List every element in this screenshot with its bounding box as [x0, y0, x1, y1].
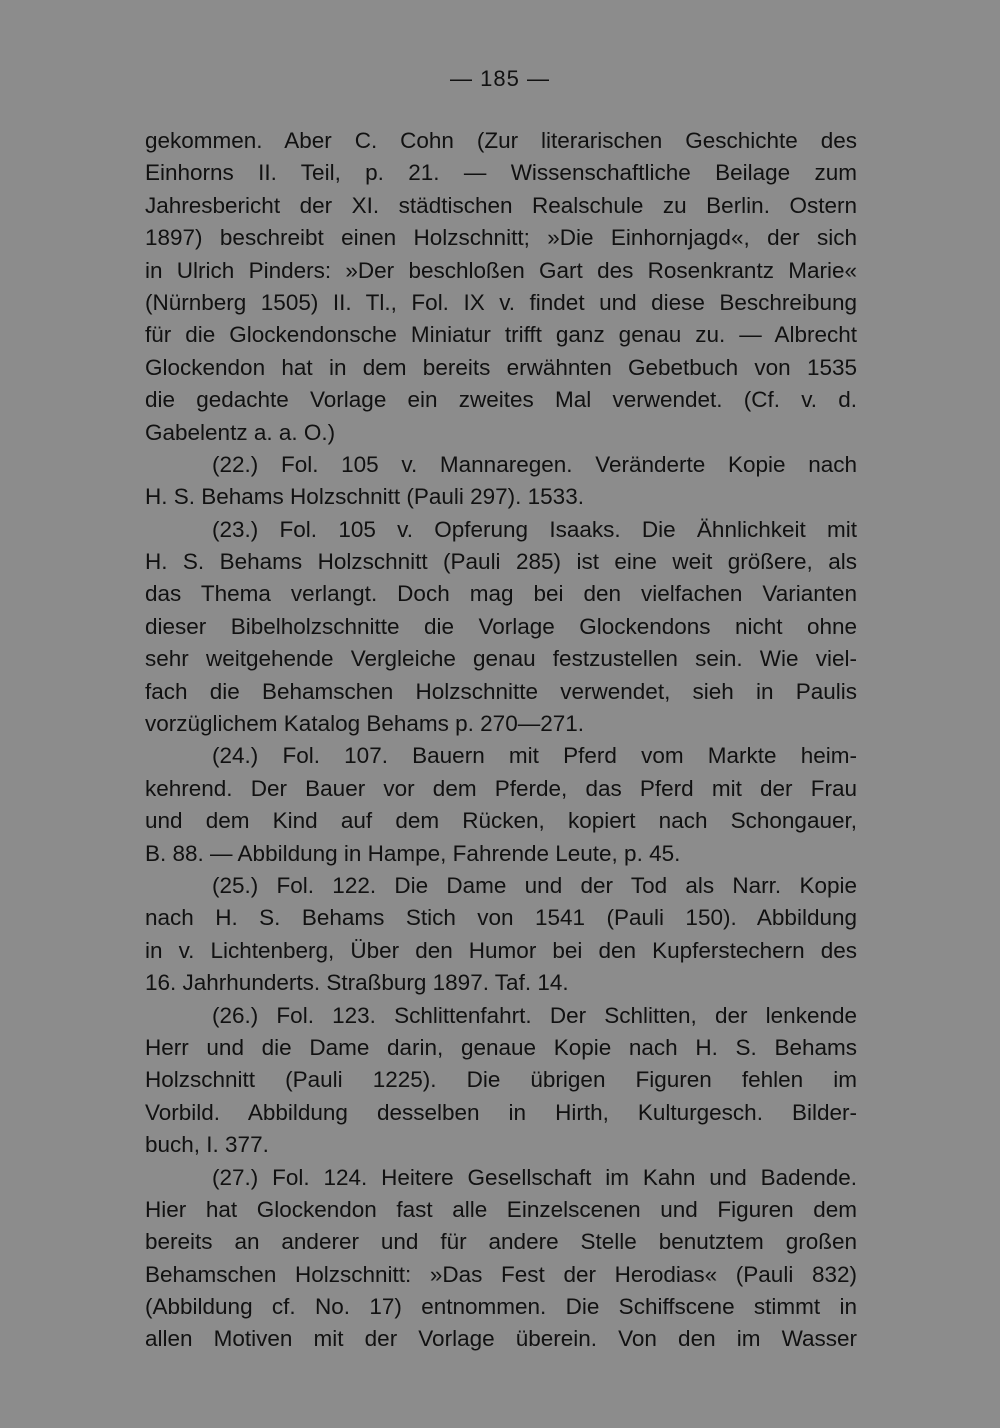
- text-line: in v. Lichtenberg, Über den Humor bei den Kupferstechern des: [145, 937, 857, 963]
- text-line: vorzüglichem Katalog Behams p. 270—271.: [145, 711, 585, 737]
- text-line: (22.) Fol. 105 v. Mannaregen. Veränderte Kopie nach: [212, 451, 857, 477]
- text-line: Holzschnitt (Pauli 1225). Die übrigen Figuren fehlen im: [145, 1067, 857, 1093]
- text-line: Gabelentz a. a. O.): [145, 419, 336, 445]
- text-line: Herr und die Dame darin, genaue Kopie nach H. S. Behams: [145, 1034, 857, 1060]
- page-number: — 185 —: [450, 66, 550, 91]
- text-line: Jahresbericht der XI. städtischen Realschule zu Berlin. Ostern: [145, 192, 857, 218]
- text-line: (23.) Fol. 105 v. Opferung Isaaks. Die Ähnlichkeit mit: [212, 516, 857, 542]
- text-line: Glockendon hat in dem bereits erwähnten Gebetbuch von 1535: [145, 354, 857, 380]
- text-line: buch, I. 377.: [145, 1132, 269, 1158]
- text-line: gekommen. Aber C. Cohn (Zur literarischen Geschichte des: [145, 128, 857, 153]
- text-line: kehrend. Der Bauer vor dem Pferde, das Pferd mit der Frau: [145, 775, 857, 801]
- text-line: Einhorns II. Teil, p. 21. — Wissenschaftliche Beilage zum: [145, 160, 857, 186]
- text-line: sehr weitgehende Vergleiche genau festzustellen sein. Wie viel-: [145, 646, 857, 672]
- text-line: und dem Kind auf dem Rücken, kopiert nach Schongauer,: [145, 808, 857, 834]
- text-line: bereits an anderer und für andere Stelle benutztem großen: [145, 1229, 857, 1255]
- text-line: fach die Behamschen Holzschnitte verwendet, sieh in Paulis: [145, 678, 857, 704]
- body-text: [145, 125, 857, 1356]
- text-line: (26.) Fol. 123. Schlittenfahrt. Der Schlitten, der lenkende: [212, 1002, 857, 1028]
- text-line: (24.) Fol. 107. Bauern mit Pferd vom Markte heim-: [212, 743, 857, 769]
- text-line: (25.) Fol. 122. Die Dame und der Tod als Narr. Kopie: [212, 872, 857, 898]
- text-line: für die Glockendonsche Miniatur trifft ganz genau zu. — Albrecht: [145, 322, 857, 348]
- text-line: dieser Bibelholzschnitte die Vorlage Glockendons nicht ohne: [145, 613, 857, 639]
- text-line: allen Motiven mit der Vorlage überein. Von den im Wasser: [145, 1326, 857, 1352]
- text-line: Hier hat Glockendon fast alle Einzelscenen und Figuren dem: [145, 1196, 857, 1222]
- text-line: das Thema verlangt. Doch mag bei den vielfachen Varianten: [145, 581, 857, 607]
- text-line: (27.) Fol. 124. Heitere Gesellschaft im Kahn und Badende.: [212, 1164, 857, 1190]
- text-line: H. S. Behams Holzschnitt (Pauli 285) ist eine weit größere, als: [145, 549, 857, 575]
- text-line: B. 88. — Abbildung in Hampe, Fahrende Leute, p. 45.: [145, 840, 681, 866]
- text-line: 1897) beschreibt einen Holzschnitt; »Die Einhornjagd«, der sich: [145, 225, 857, 251]
- text-line: H. S. Behams Holzschnitt (Pauli 297). 1533.: [145, 484, 584, 510]
- text-line: (Abbildung cf. No. 17) entnommen. Die Schiffscene stimmt in: [145, 1294, 857, 1320]
- text-line: 16. Jahrhunderts. Straßburg 1897. Taf. 14.: [145, 970, 569, 996]
- text-line: (Nürnberg 1505) II. Tl., Fol. IX v. findet und diese Beschreibung: [145, 289, 857, 315]
- text-line: Behamschen Holzschnitt: »Das Fest der Herodias« (Pauli 832): [145, 1261, 857, 1287]
- text-line: nach H. S. Behams Stich von 1541 (Pauli 150). Abbildung: [145, 905, 857, 931]
- text-line: die gedachte Vorlage ein zweites Mal verwendet. (Cf. v. d.: [145, 387, 857, 413]
- text-line: Vorbild. Abbildung desselben in Hirth, Kulturgesch. Bilder-: [145, 1099, 857, 1125]
- text-line: in Ulrich Pinders: »Der beschloßen Gart des Rosenkrantz Marie«: [145, 257, 857, 283]
